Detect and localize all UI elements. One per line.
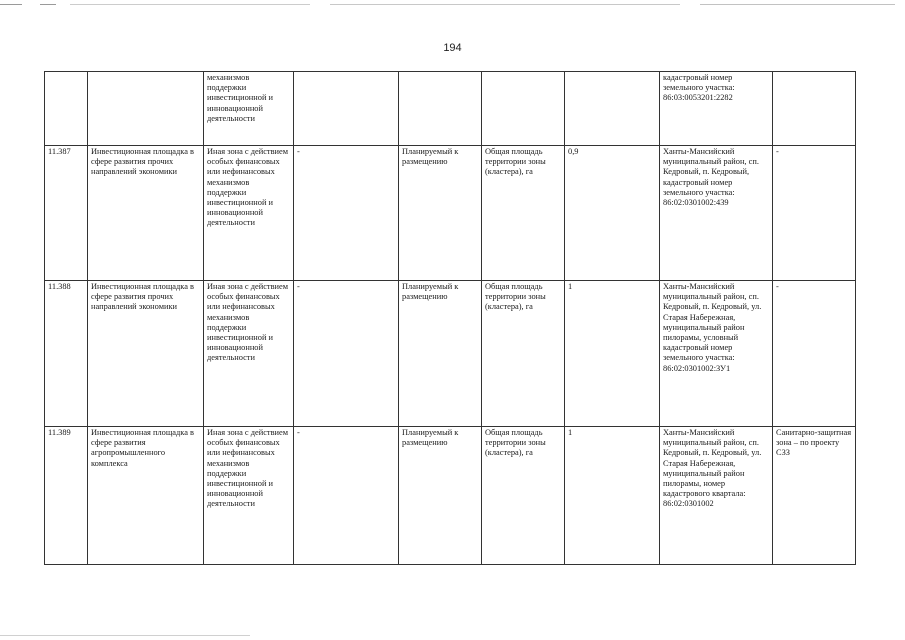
cell-status: Планируемый к размещению: [399, 281, 482, 427]
cell-name: Инвестиционная площадка в сфере развития прочих направлений экономики: [88, 146, 204, 281]
cell-col4: -: [294, 427, 399, 565]
cell-zone-type: Иная зона с действием особых финансовых или нефинансовых механизмов поддержки инвестиционной и инновационной деятельности: [204, 146, 294, 281]
cell-restricted-zones: [773, 72, 856, 146]
cell-location: Ханты-Мансийский муниципальный район, сп. Кедровый, п. Кедровый, ул. Старая Набережная, муниципальный район пилорамы, номер кадастрового квартала: 86:02:0301002: [660, 427, 773, 565]
cell-status: Планируемый к размещению: [399, 427, 482, 565]
page-number: 194: [443, 42, 462, 54]
table-row: [45, 281, 856, 427]
cell-restricted-zones: -: [773, 281, 856, 427]
cell-parameter: Общая площадь территории зоны (кластера), га: [482, 281, 565, 427]
cell-zone-type: Иная зона с действием особых финансовых или нефинансовых механизмов поддержки инвестиционной и инновационной деятельности: [204, 427, 294, 565]
scan-artifact-top: [0, 2, 905, 8]
cell-col4: -: [294, 146, 399, 281]
cell-parameter: Общая площадь территории зоны (кластера), га: [482, 427, 565, 565]
cell-name: Инвестиционная площадка в сфере развития прочих направлений экономики: [88, 281, 204, 427]
table-row: [45, 72, 856, 146]
cell-number: 11.389: [45, 427, 88, 565]
cell-location: Ханты-Мансийский муниципальный район, сп. Кедровый, п. Кедровый, кадастровый номер земельного участка: 86:02:0301002:439: [660, 146, 773, 281]
table-row: [45, 427, 856, 565]
cell-zone-type: Иная зона с действием особых финансовых или нефинансовых механизмов поддержки инвестиционной и инновационной деятельности: [204, 281, 294, 427]
cell-value: 0,9: [565, 146, 660, 281]
cell-number: [45, 72, 88, 146]
cell-number: 11.387: [45, 146, 88, 281]
table-row: [45, 146, 856, 281]
cell-col4: -: [294, 281, 399, 427]
cell-name: Инвестиционная площадка в сфере развития агропромышленного комплекса: [88, 427, 204, 565]
cell-restricted-zones: -: [773, 146, 856, 281]
cell-col4: [294, 72, 399, 146]
cell-location: кадастровый номер земельного участка: 86:03:0053201:2282: [660, 72, 773, 146]
scan-artifact-bottom: [0, 634, 905, 638]
cell-restricted-zones: Санитарно-защитная зона – по проекту СЗЗ: [773, 427, 856, 565]
cell-parameter: [482, 72, 565, 146]
cell-name: [88, 72, 204, 146]
cell-location: Ханты-Мансийский муниципальный район, сп. Кедровый, п. Кедровый, ул. Старая Набережная, муниципальный район пилорамы, условный кадастровый номер земельного участка: 86:02:0301002:ЗУ1: [660, 281, 773, 427]
register-table: [44, 71, 856, 565]
cell-parameter: Общая площадь территории зоны (кластера), га: [482, 146, 565, 281]
cell-number: 11.388: [45, 281, 88, 427]
cell-status: Планируемый к размещению: [399, 146, 482, 281]
cell-value: 1: [565, 427, 660, 565]
cell-value: [565, 72, 660, 146]
cell-value: 1: [565, 281, 660, 427]
cell-status: [399, 72, 482, 146]
cell-zone-type: механизмов поддержки инвестиционной и инновационной деятельности: [204, 72, 294, 146]
